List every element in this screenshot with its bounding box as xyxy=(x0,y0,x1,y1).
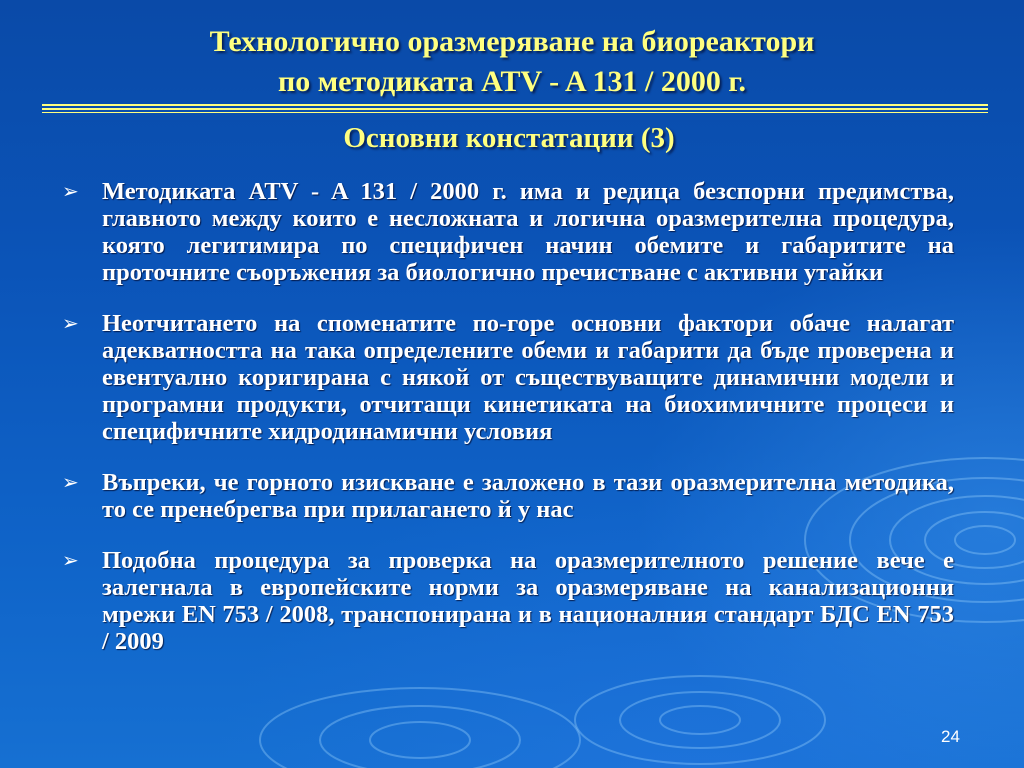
bullet-text: Въпреки, че горното изискване е заложено в тази оразмерителна методика, то се пренебрегва при прилагането й у нас xyxy=(102,469,954,523)
title-divider-line xyxy=(42,108,988,110)
title-divider-line xyxy=(42,104,988,106)
section-subtitle: Основни констатации (3) xyxy=(343,122,675,154)
bullet-list xyxy=(62,178,954,679)
arrow-bullet-icon: ➢ xyxy=(62,548,79,572)
bullet-item xyxy=(62,310,954,445)
bullet-text: Подобна процедура за проверка на оразмерителното решение вече е залегнала в европейските норми за оразмеряване на канализационни мрежи EN 753 / 2008, транспонирана и в националния стандарт БДС EN 753 / 2009 xyxy=(102,547,954,655)
arrow-bullet-icon: ➢ xyxy=(62,311,79,335)
bullet-text: Методиката ATV - A 131 / 2000 г. има и редица безспорни предимства, главното между които е несложната и логична оразмерителна процедура, която легитимира по специфичен начин обемите и габаритите на проточните съоръжения за биологично пречистване с активни утайки xyxy=(102,178,954,286)
bullet-item xyxy=(62,469,954,523)
title-divider-line xyxy=(42,112,988,113)
bullet-item xyxy=(62,547,954,655)
arrow-bullet-icon: ➢ xyxy=(62,179,79,203)
arrow-bullet-icon: ➢ xyxy=(62,470,79,494)
bullet-text: Неотчитането на споменатите по-горе основни фактори обаче налагат адекватността на така определените обеми и габарити да бъде проверена и евентуално коригирана с някой от съществуващите динамични модели и програмни продукти, отчитащи кинетиката на биохимичните процеси и специфичните хидродинамични условия xyxy=(102,310,954,445)
slide-title xyxy=(0,22,1024,102)
slide-title-line-1: Технологично оразмеряване на биореактори xyxy=(209,25,815,58)
page-number: 24 xyxy=(941,727,960,746)
bullet-item xyxy=(62,178,954,286)
slide-title-line-2: по методиката ATV - A 131 / 2000 г. xyxy=(277,65,747,98)
